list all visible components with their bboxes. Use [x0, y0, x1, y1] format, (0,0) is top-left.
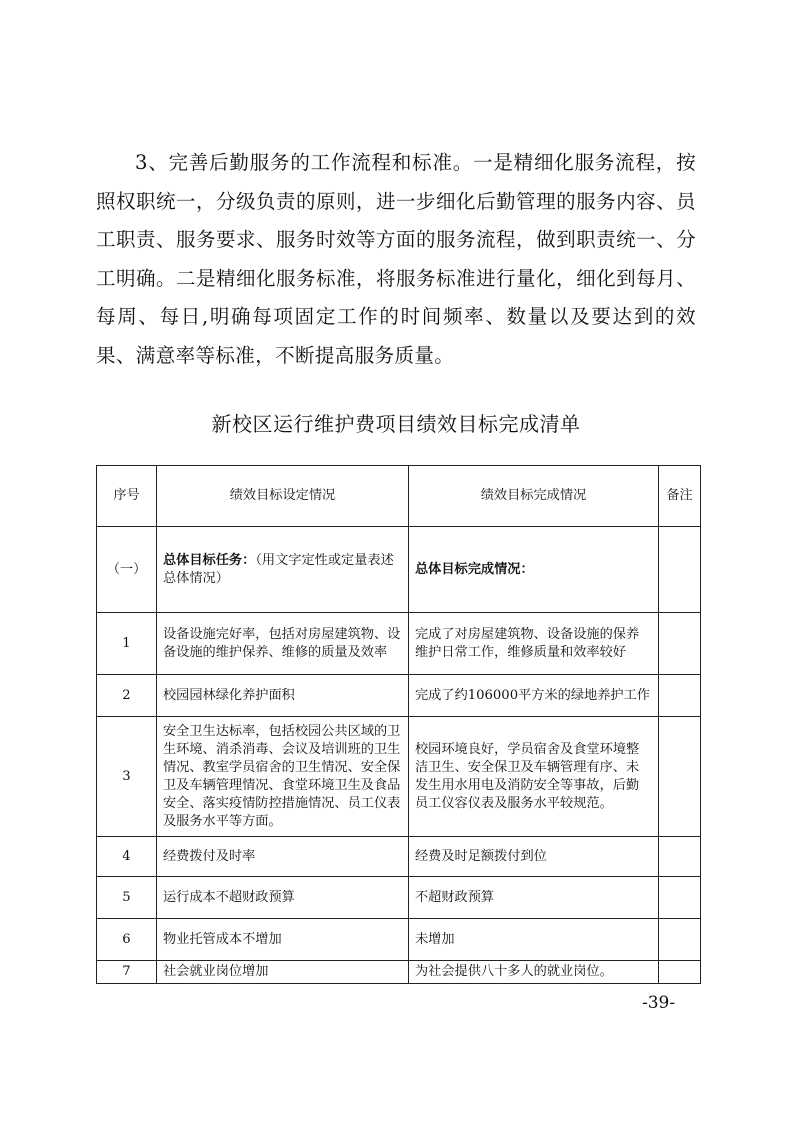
cell-seq: 3 [97, 717, 157, 837]
table-row-overall [97, 527, 701, 613]
cell-remarks [659, 527, 701, 613]
performance-goals-table [96, 465, 701, 984]
cell-remarks [659, 961, 701, 984]
cell-seq: 1 [97, 613, 157, 675]
cell-target: 物业托管成本不增加 [157, 919, 409, 961]
cell-seq: 7 [97, 961, 157, 984]
body-paragraph: 3、完善后勤服务的工作流程和标准。一是精细化服务流程，按照权职统一，分级负责的原则，进一步细化后勤管理的服务内容、员工职责、服务要求、服务时效等方面的服务流程，做到职责统一、分工明确。二是精细化服务标准，将服务标准进行量化，细化到每月、每周、每日,明确每项固定工作的时间频率、数量以及要达到的效果、满意率等标准，不断提高服务质量。 [96, 151, 696, 367]
cell-completion: 完成了对房屋建筑物、设备设施的保养维护日常工作，维修质量和效率较好 [409, 613, 659, 675]
table-row [97, 675, 701, 717]
cell-target: 运行成本不超财政预算 [157, 877, 409, 919]
header-target: 绩效目标设定情况 [157, 466, 409, 527]
overall-completion-label: 总体目标完成情况： [415, 561, 534, 577]
table-row [97, 717, 701, 837]
table-row [97, 961, 701, 984]
table-header-row [97, 466, 701, 527]
table-row [97, 877, 701, 919]
cell-remarks [659, 613, 701, 675]
cell-completion: 未增加 [409, 919, 659, 961]
cell-remarks [659, 919, 701, 961]
cell-remarks [659, 717, 701, 837]
cell-target: 校园园林绿化养护面积 [157, 675, 409, 717]
header-seq: 序号 [97, 466, 157, 527]
header-completion: 绩效目标完成情况 [409, 466, 659, 527]
cell-target: 安全卫生达标率，包括校园公共区域的卫生环境、消杀消毒、会议及培训班的卫生情况、教室学员宿舍的卫生情况、安全保卫及车辆管理情况、食堂环境卫生及食品安全、落实疫情防控措施情况、员工仪表及服务水平等方面。 [157, 717, 409, 837]
cell-seq: 5 [97, 877, 157, 919]
overall-target-note: （用文字定性或定量表述总体情况） [163, 552, 394, 586]
cell-remarks [659, 877, 701, 919]
cell-seq: 4 [97, 837, 157, 877]
cell-completion: 为社会提供八十多人的就业岗位。 [409, 961, 659, 984]
cell-remarks [659, 675, 701, 717]
cell-remarks [659, 837, 701, 877]
table-title: 新校区运行维护费项目绩效目标完成清单 [211, 412, 581, 436]
header-remarks: 备注 [659, 466, 701, 527]
page-number: -39- [642, 993, 676, 1013]
cell-completion: 不超财政预算 [409, 877, 659, 919]
cell-completion: 完成了约106000平方米的绿地养护工作 [409, 675, 659, 717]
cell-target [157, 527, 409, 613]
cell-seq: 2 [97, 675, 157, 717]
cell-seq: 6 [97, 919, 157, 961]
table-row [97, 613, 701, 675]
table-row [97, 837, 701, 877]
overall-target-label: 总体目标任务： [163, 552, 256, 568]
cell-completion: 校园环境良好，学员宿舍及食堂环境整洁卫生、安全保卫及车辆管理有序、未发生用水用电及消防安全等事故，后勤员工仪容仪表及服务水平较规范。 [409, 717, 659, 837]
cell-target: 经费拨付及时率 [157, 837, 409, 877]
cell-completion [409, 527, 659, 613]
cell-seq: （一） [97, 527, 157, 613]
cell-target: 设备设施完好率，包括对房屋建筑物、设备设施的维护保养、维修的质量及效率 [157, 613, 409, 675]
table-row [97, 919, 701, 961]
cell-completion: 经费及时足额拨付到位 [409, 837, 659, 877]
cell-target: 社会就业岗位增加 [157, 961, 409, 984]
